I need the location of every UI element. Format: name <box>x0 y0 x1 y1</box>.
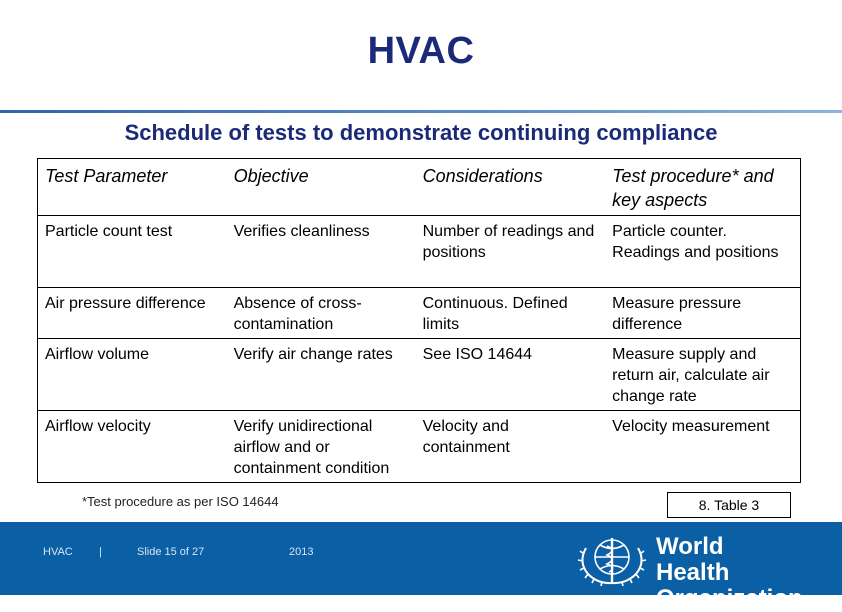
table-cell: Verify air change rates <box>233 346 393 363</box>
compliance-tests-table <box>37 158 801 483</box>
column-header: Considerations <box>422 166 543 186</box>
page-subtitle: Schedule of tests to demonstrate continuing compliance <box>124 120 718 145</box>
table-cell: Airflow volume <box>45 346 150 363</box>
title-divider <box>0 110 842 113</box>
who-wordmark <box>656 534 803 612</box>
table-cell: Particle counter. Readings and positions <box>612 223 779 261</box>
footer-bar <box>0 522 842 612</box>
footnote: *Test procedure as per ISO 14644 <box>82 494 279 509</box>
table-cell: Airflow velocity <box>45 418 151 435</box>
table-cell: Velocity measurement <box>612 418 770 435</box>
reference-tag: 8. Table 3 <box>667 492 791 518</box>
column-header: Test Parameter <box>45 166 168 186</box>
table-cell: Measure pressure difference <box>612 295 742 333</box>
table-cell: Verify unidirectional airflow and or containment condition <box>233 418 390 477</box>
footer-course: HVAC <box>43 546 73 558</box>
table-cell: Air pressure difference <box>45 295 206 312</box>
column-header: Objective <box>233 166 309 186</box>
org-name-line1: World Health <box>656 533 730 586</box>
footer-slide-number: Slide 15 of 27 <box>137 546 205 558</box>
table-cell: Absence of cross-contamination <box>233 295 362 333</box>
page-title: HVAC <box>367 30 475 72</box>
table-cell: Number of readings and positions <box>422 223 595 261</box>
table-cell: Measure supply and return air, calculate air change rate <box>612 346 770 405</box>
table-cell: Velocity and containment <box>422 418 510 456</box>
footer-separator: | <box>99 546 102 558</box>
who-logo <box>572 528 803 612</box>
table-row <box>38 339 801 411</box>
table-row <box>38 288 801 339</box>
table-header-row <box>38 159 801 216</box>
table-cell: Continuous. Defined limits <box>422 295 568 333</box>
column-header: Test procedure* and key aspects <box>612 166 774 210</box>
table-row <box>38 216 801 288</box>
who-emblem-icon <box>572 528 650 590</box>
org-name-line2: Organization <box>656 585 803 612</box>
footer-year: 2013 <box>289 546 314 558</box>
table-cell: Verifies cleanliness <box>233 223 370 240</box>
table-cell: Particle count test <box>45 223 173 240</box>
table-cell: See ISO 14644 <box>422 346 533 363</box>
table-row <box>38 411 801 483</box>
